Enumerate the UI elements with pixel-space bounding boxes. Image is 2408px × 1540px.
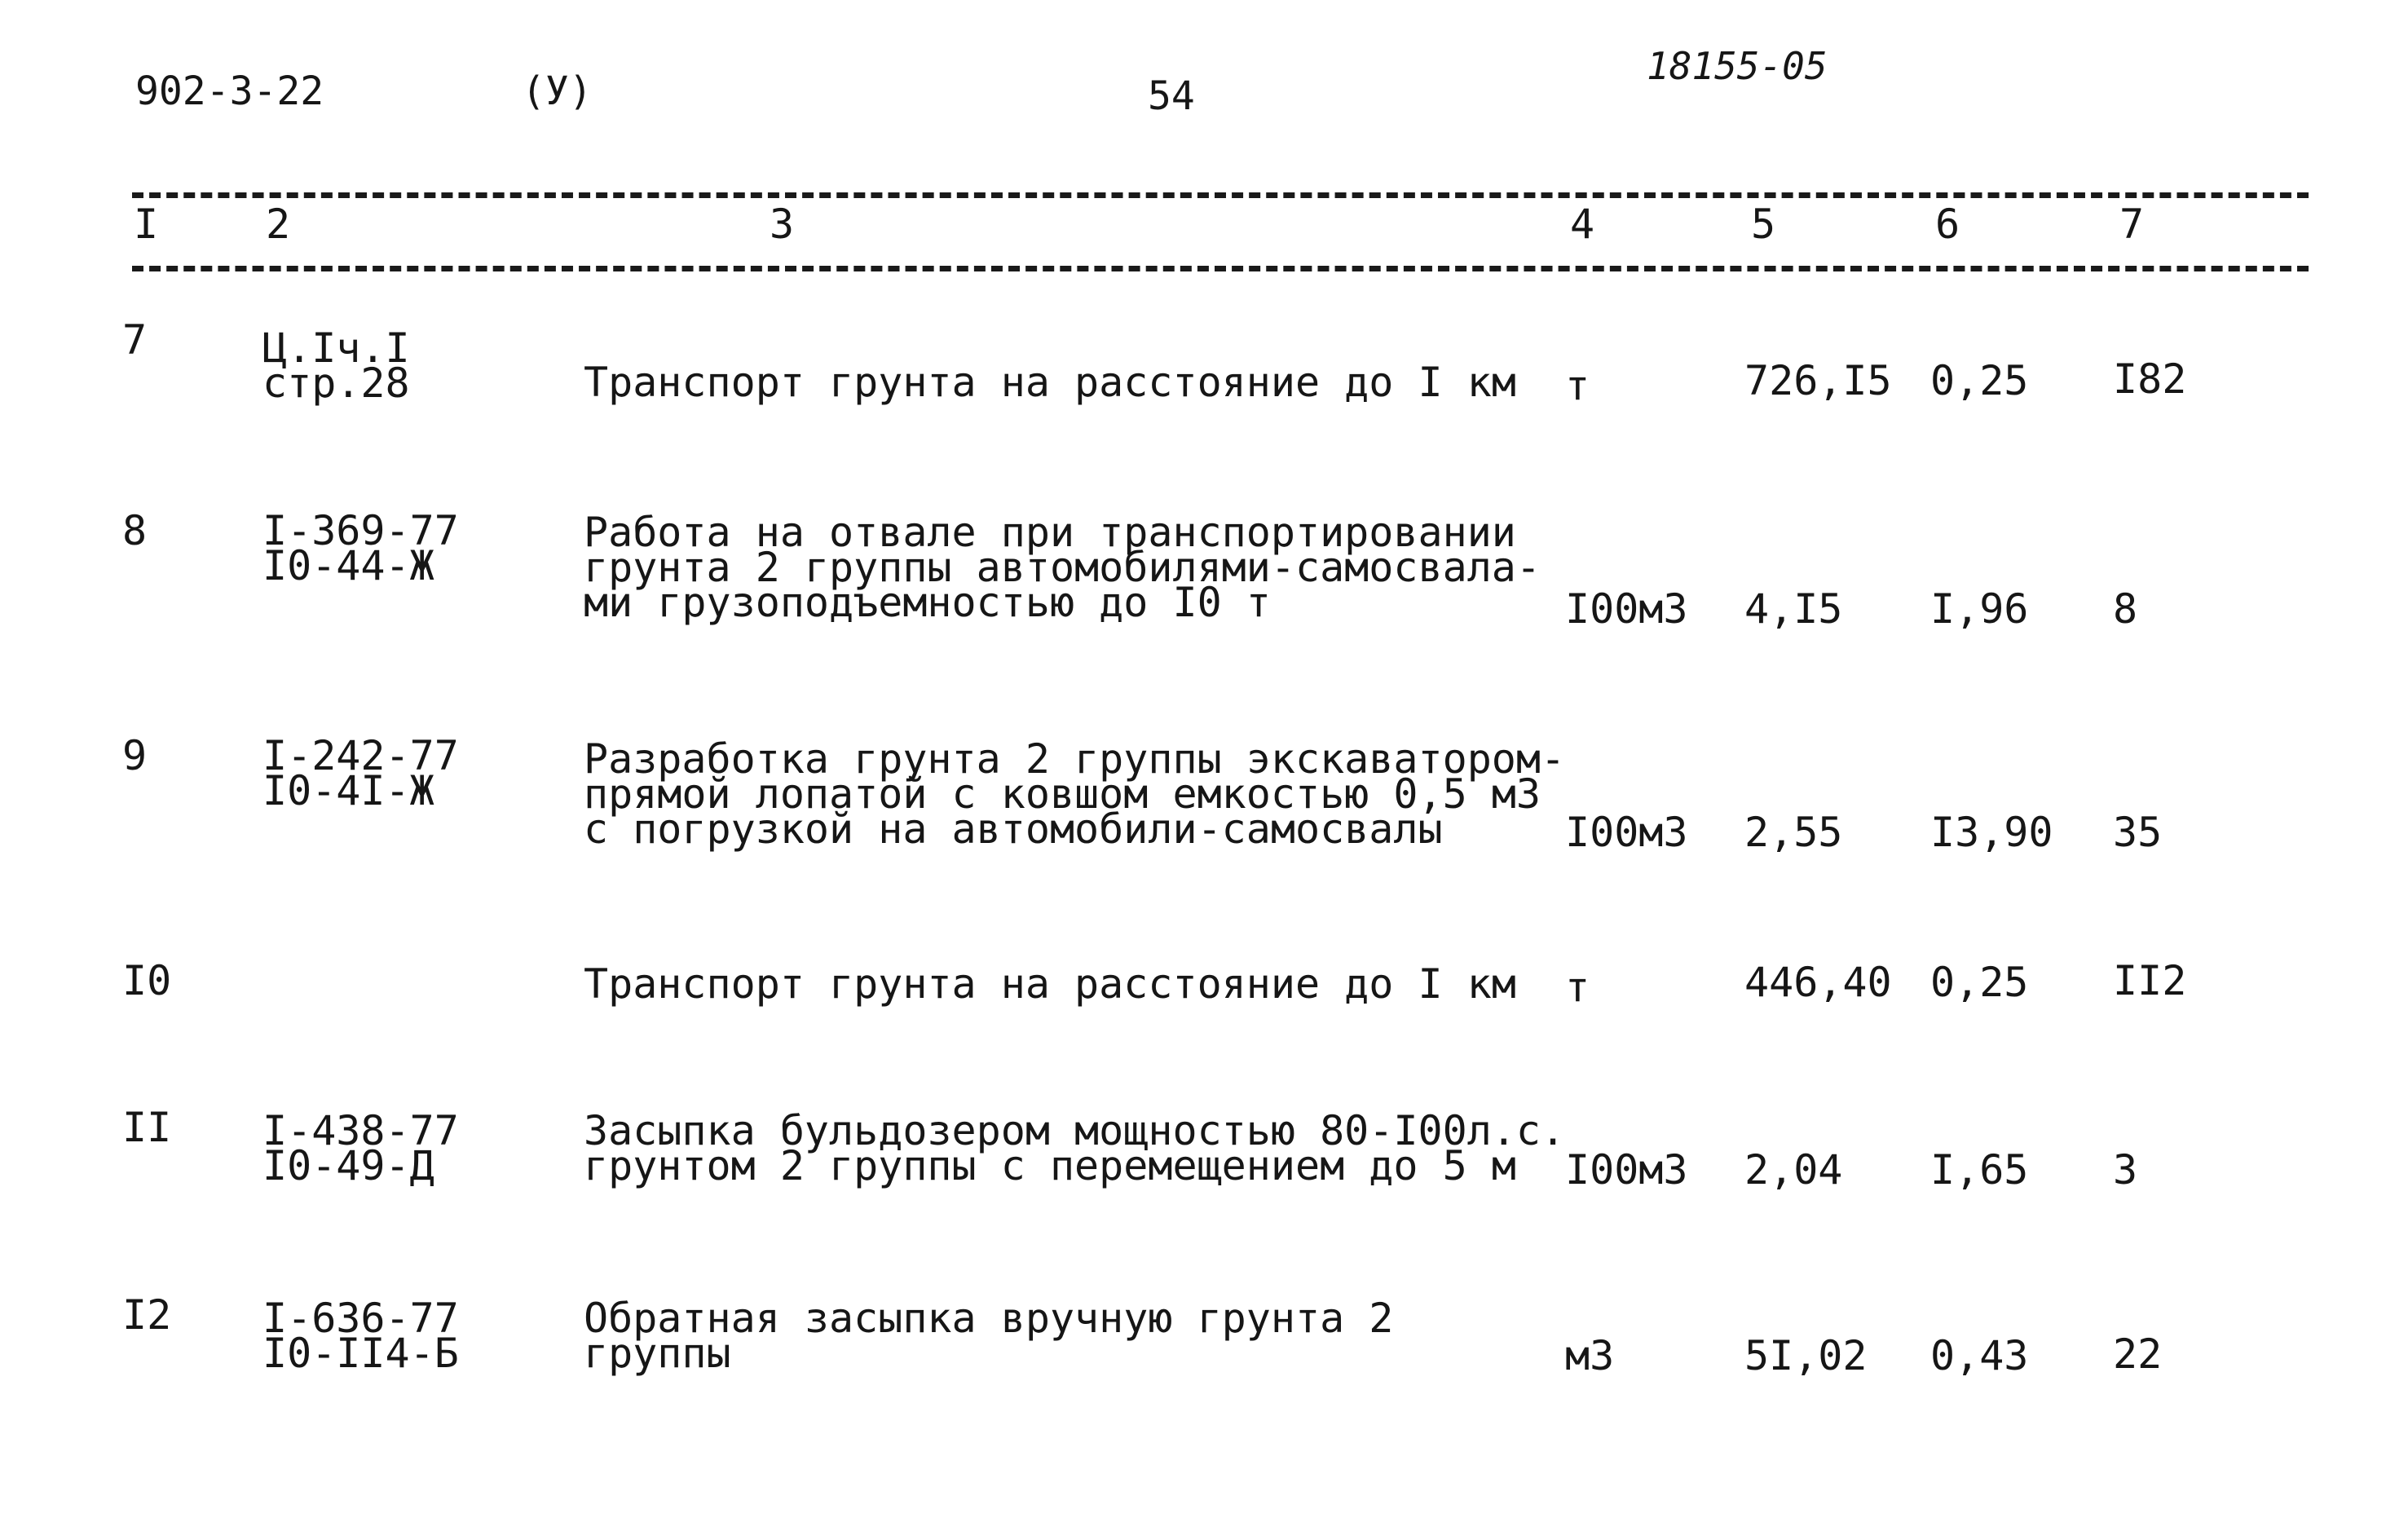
- unit: т: [1565, 964, 1590, 1011]
- column-number-2: 2: [266, 201, 291, 248]
- unit-price: I,65: [1930, 1146, 2029, 1194]
- unit-price: 0,25: [1930, 959, 2029, 1006]
- column-number-6: 6: [1935, 201, 1960, 248]
- quantity: 2,55: [1744, 809, 1843, 856]
- quantity: 5I,02: [1744, 1332, 1868, 1379]
- unit-price: I,96: [1930, 585, 2029, 633]
- document-code: 902-3-22: [135, 68, 324, 114]
- work-description: Транспорт грунта на расстояние до I км: [584, 359, 1516, 406]
- page-number: 54: [1148, 73, 1195, 119]
- table-header-top-rule: [132, 192, 2309, 198]
- quantity: 2,04: [1744, 1146, 1843, 1194]
- total: 22: [2113, 1330, 2163, 1378]
- column-number-7: 7: [2119, 201, 2145, 248]
- total: I82: [2113, 355, 2187, 403]
- unit-price: I3,90: [1930, 809, 2053, 856]
- rate-reference: I-369-77 I0-44-Ж: [262, 507, 459, 589]
- row-number: I2: [122, 1291, 172, 1339]
- row-number: II: [122, 1104, 172, 1151]
- column-number-3: 3: [770, 201, 795, 248]
- quantity: 726,I5: [1744, 357, 1892, 404]
- table-header-bottom-rule: [132, 266, 2309, 271]
- unit: I00м3: [1565, 585, 1688, 633]
- column-number-1: I: [134, 201, 159, 248]
- total: 3: [2113, 1146, 2138, 1194]
- rate-reference: I-438-77 I0-49-Д: [262, 1107, 459, 1189]
- document-mark: (У): [522, 68, 593, 114]
- row-number: 8: [122, 507, 148, 554]
- unit: м3: [1565, 1332, 1615, 1379]
- total: 8: [2113, 585, 2138, 633]
- row-number: 9: [122, 732, 148, 779]
- work-description: Транспорт грунта на расстояние до I км: [584, 960, 1516, 1008]
- column-number-5: 5: [1751, 201, 1776, 248]
- unit: I00м3: [1565, 809, 1688, 856]
- unit: т: [1565, 362, 1590, 409]
- work-description: Засыпка бульдозером мощностью 80-I00л.с. грунтом 2 группы с перемещением до 5 м: [584, 1107, 1566, 1189]
- column-number-4: 4: [1570, 201, 1595, 248]
- work-description: Разработка грунта 2 группы экскаватором- прямой лопатой с ковшом емкостью 0,5 м3 с погрузкой на автомобили-самосвалы: [584, 735, 1566, 853]
- row-number: I0: [122, 957, 172, 1004]
- work-description: Работа на отвале при транспортировании грунта 2 группы автомобилями-самосвала- ми грузоподъемностью до I0 т: [584, 509, 1541, 626]
- rate-reference: Ц.Iч.I стр.28: [262, 324, 410, 407]
- unit-price: 0,25: [1930, 357, 2029, 404]
- rate-reference: I-242-77 I0-4I-Ж: [262, 732, 459, 814]
- handwritten-note: 18155-05: [1647, 44, 1828, 88]
- work-description: Обратная засыпка вручную грунта 2 группы: [584, 1295, 1394, 1377]
- total: 35: [2113, 809, 2163, 856]
- quantity: 4,I5: [1744, 585, 1843, 633]
- row-number: 7: [122, 316, 148, 364]
- unit-price: 0,43: [1930, 1332, 2029, 1379]
- unit: I00м3: [1565, 1146, 1688, 1194]
- rate-reference: I-636-77 I0-II4-Б: [262, 1295, 459, 1377]
- total: II2: [2113, 957, 2187, 1004]
- quantity: 446,40: [1744, 959, 1892, 1006]
